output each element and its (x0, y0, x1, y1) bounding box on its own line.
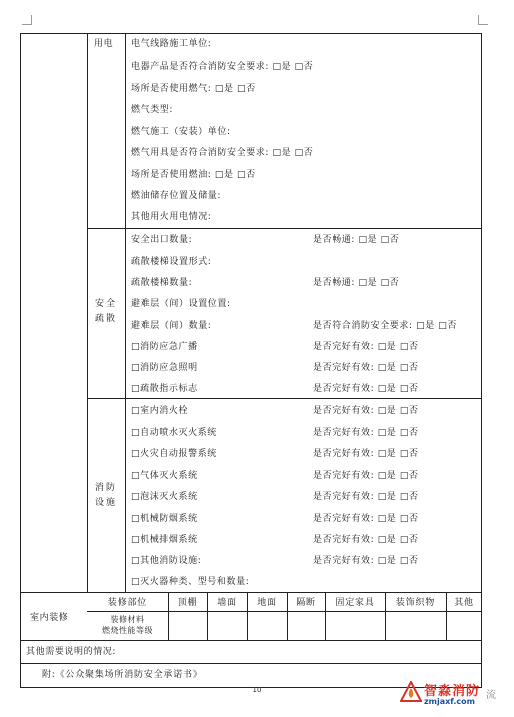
watermark-extra: 流 (486, 690, 496, 701)
evac-item-label: □消防应急照明 (131, 363, 198, 373)
section-label-fire-facilities: 消防 设施 (94, 483, 117, 508)
facility-item-label: □泡沫灭火系统 (131, 492, 198, 502)
decoration-col-header: 固定家具 (335, 598, 375, 608)
facility-item-status: 是否完好有效: □是 □否 (313, 492, 419, 502)
watermark-logo (400, 678, 510, 710)
evac-item-status: 是否完好有效: □是 □否 (313, 363, 419, 373)
crop-mark-top-right (478, 15, 488, 25)
facility-item-status: 是否完好有效: □是 □否 (313, 428, 419, 438)
watermark-url: zmjaxf.com (424, 697, 475, 706)
electric-line: 电器产品是否符合消防安全要求: □是 □否 (131, 62, 314, 72)
decoration-rating-label: 燃烧性能等级 (102, 626, 153, 635)
evac-item-label: 疏散楼梯设置形式: (131, 257, 212, 267)
evac-item-label: 疏散楼梯数量: (131, 278, 193, 288)
electric-line: 燃气施工（安装）单位: (131, 127, 231, 137)
table-divider (20, 640, 482, 641)
table-divider (20, 663, 482, 664)
facility-item-label: □自动喷水灭火系统 (131, 428, 217, 438)
other-notes-label: 其他需要说明的情况: (26, 647, 117, 657)
evac-item-label: 避难层（间）设置位置: (131, 299, 231, 309)
evac-item-label: 避难层（间）数量: (131, 321, 212, 331)
facility-item-label: □火灾自动报警系统 (131, 449, 217, 459)
table-divider (87, 611, 482, 612)
electric-line: 燃气类型: (131, 105, 174, 115)
evac-item-status: 是否畅通: □是 □否 (313, 278, 400, 288)
section-label-evacuation: 安全 疏散 (94, 299, 117, 324)
facility-item-status: 是否完好有效: □是 □否 (313, 471, 419, 481)
crop-mark-top-left (22, 15, 32, 25)
decoration-col-header: 装饰织物 (395, 598, 436, 608)
electric-line: 其他用火用电情况: (131, 212, 212, 222)
evac-item-label: 安全出口数量: (131, 235, 193, 245)
facility-item-label: □其他消防设施: (131, 556, 202, 566)
table-divider (20, 592, 482, 593)
decoration-col-header: 地面 (257, 598, 277, 608)
facility-item-label: □灭火器种类、型号和数量: (131, 577, 250, 587)
electric-line: 场所是否使用燃气: □是 □否 (131, 84, 256, 94)
evac-item-status: 是否符合消防安全要求: □是 □否 (313, 321, 457, 331)
table-divider (87, 398, 482, 399)
watermark-brand: 智淼消防 (424, 684, 481, 699)
electric-line: 燃气用具是否符合消防安全要求: □是 □否 (131, 148, 314, 158)
evac-item-label: □消防应急广播 (131, 342, 198, 352)
attachment-footnote: 附:《公众聚集场所消防安全承诺书》 (42, 670, 203, 680)
evac-item-status: 是否畅通: □是 □否 (313, 235, 400, 245)
table-divider (87, 228, 482, 229)
electric-line: 电气线路施工单位: (131, 39, 212, 49)
form-table (20, 33, 482, 688)
facility-item-status: 是否完好有效: □是 □否 (313, 406, 419, 416)
evac-item-label: □疏散指示标志 (131, 384, 198, 394)
facility-item-status: 是否完好有效: □是 □否 (313, 535, 419, 545)
facility-item-label: □室内消火栓 (131, 406, 189, 416)
facility-item-status: 是否完好有效: □是 □否 (313, 556, 419, 566)
facility-item-status: 是否完好有效: □是 □否 (313, 514, 419, 524)
evac-item-status: 是否完好有效: □是 □否 (313, 342, 419, 352)
facility-item-label: □机械排烟系统 (131, 535, 198, 545)
section-label-decoration: 室内装修 (30, 613, 69, 623)
decoration-col-header: 墙面 (217, 598, 237, 608)
decoration-row-header: 装修部位 (107, 598, 148, 608)
facility-item-label: □气体灭火系统 (131, 471, 198, 481)
evac-item-status: 是否完好有效: □是 □否 (313, 384, 419, 394)
decoration-col-header: 其他 (454, 598, 474, 608)
section-label-electric: 用电 (94, 39, 114, 49)
page-number: 10 (252, 686, 262, 694)
decoration-material-label: 装修材料 (110, 615, 145, 624)
decoration-col-header: 顶棚 (177, 598, 198, 608)
facility-item-label: □机械防烟系统 (131, 514, 198, 524)
decoration-col-header: 隔断 (296, 598, 316, 608)
facility-item-status: 是否完好有效: □是 □否 (313, 449, 419, 459)
electric-line: 场所是否使用燃油: □是 □否 (131, 170, 256, 180)
electric-line: 燃油储存位置及储量: (131, 191, 222, 201)
flame-logo-icon (400, 681, 422, 703)
